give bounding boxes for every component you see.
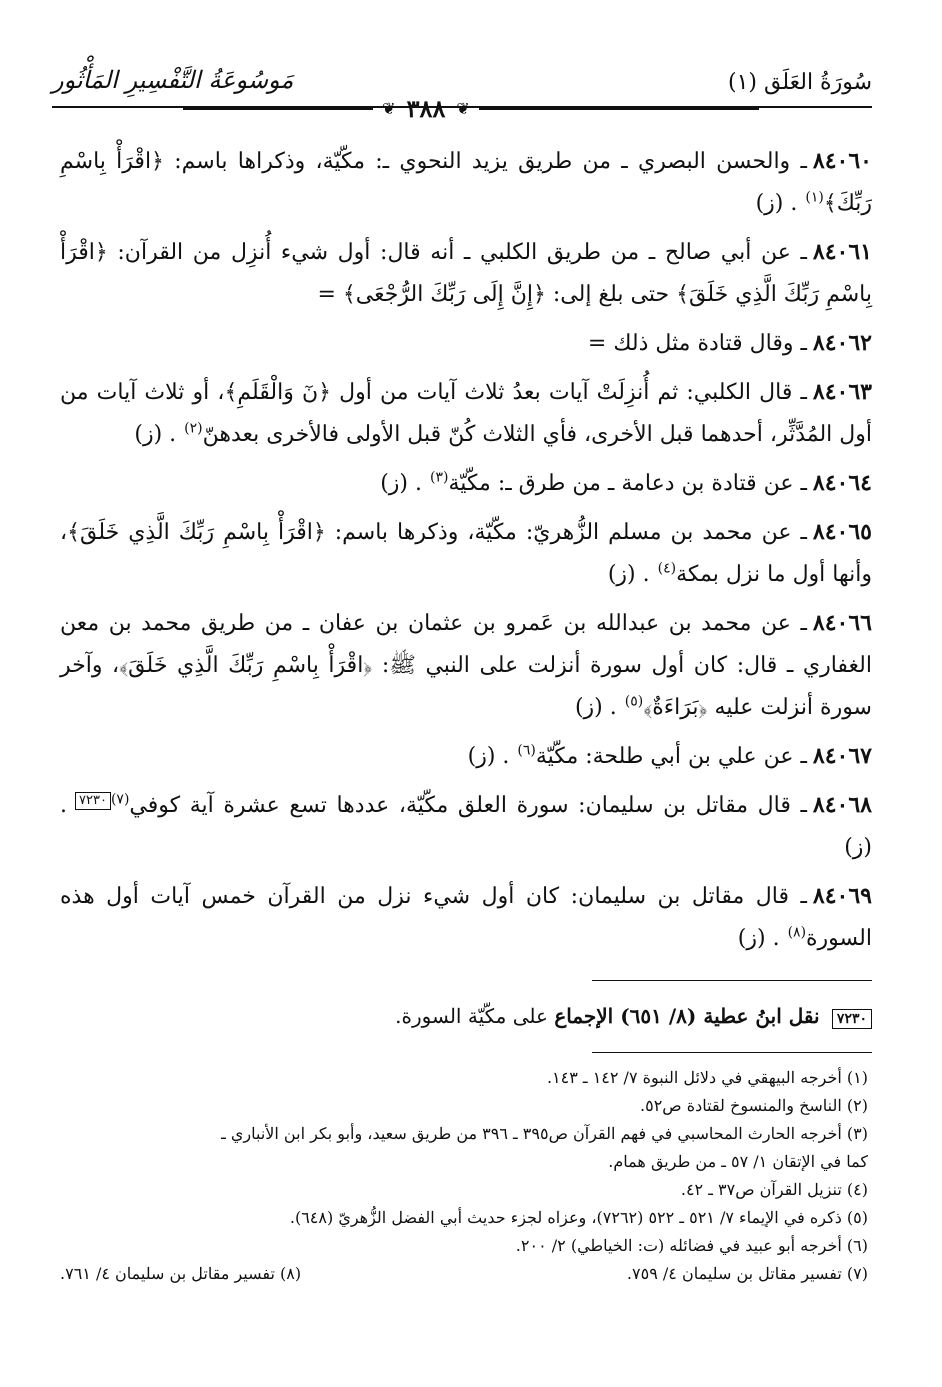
entry-number: ٨٤٠٦٠ xyxy=(812,148,872,174)
entry-text: ـ وقال قتادة مثل ذلك = xyxy=(587,331,807,356)
ornament-line-right xyxy=(479,108,759,110)
editor-note xyxy=(60,1000,872,1032)
entry-number: ٨٤٠٦٧ xyxy=(812,743,872,769)
entry-number: ٨٤٠٦٣ xyxy=(812,379,872,405)
footnote-line: (٥) ذكره في الإيماء ٧/ ٥٢١ ـ ٥٢٢ (٧٢٦٢)، وعزاه لجزء حديث أبي الفضل الزُّهريّ (٦٤٨). xyxy=(289,1208,868,1227)
entry-tail: . (ز) xyxy=(60,793,872,860)
entry-text: ـ عن محمد بن عبدالله بن عَمرو بن عثمان بن عفان ـ من طريق محمد بن معن الغفاري ـ قال: كان أول سورة أنزلت على النبي ﷺ: ﴿اقْرَأْ بِاسْمِ رَبِّكَ الَّذِي خَلَقَ﴾، وآخر سورة أنزلت عليه ﴿بَرَاءَةٌ﴾ xyxy=(60,611,872,720)
footnote-marker: (٥) xyxy=(624,693,644,710)
entry-number: ٨٤٠٦١ xyxy=(812,239,872,265)
entry-tail: . (ز) xyxy=(467,744,510,769)
page-number-bar xyxy=(0,94,942,123)
entry-text: ـ عن قتادة بن دعامة ـ من طرق ـ: مكّيّة xyxy=(448,471,807,496)
entry xyxy=(60,784,872,869)
entry-tail: . (ز) xyxy=(574,695,617,720)
footnote-marker: (٤) xyxy=(657,560,677,577)
entry-number: ٨٤٠٦٨ xyxy=(812,792,872,818)
note-ref-badge: ٧٢٣٠ xyxy=(832,1009,872,1029)
entry xyxy=(60,735,872,778)
footnote-separator xyxy=(592,1052,872,1053)
footnote-marker: (٢) xyxy=(184,420,203,437)
entry-tail: . (ز) xyxy=(755,191,798,216)
entry-tail: . (ز) xyxy=(607,562,650,587)
entry xyxy=(60,322,872,365)
entry xyxy=(60,231,872,316)
entry xyxy=(60,462,872,505)
ornament-line-left xyxy=(183,108,373,110)
book-title: مَوسُوعَةُ التَّفْسِيرِ المَأْثُور xyxy=(52,66,294,94)
entry-number: ٨٤٠٦٢ xyxy=(812,330,872,356)
entry xyxy=(60,602,872,729)
footnote-marker: (٦) xyxy=(517,742,536,759)
entry-tail: . (ز) xyxy=(737,926,780,951)
entry-text: ـ قال الكلبي: ثم أُنزِلَتْ آيات بعدُ ثلاث آيات من أول ﴿نٓ وَالْقَلَمِ﴾، أو ثلاث آيات من أول المُدَّثِّر، أحدهما قبل الأخرى، فأي الثلاث كُنّ قبل الأولى فالأخرى بعدهنّ xyxy=(60,380,872,447)
note-ref-badge: ٧٢٣٠ xyxy=(75,792,111,810)
surah-title: سُورَةُ العَلَق (١) xyxy=(728,70,872,95)
entry xyxy=(60,511,872,596)
entry-text: ـ قال مقاتل بن سليمان: كان أول شيء نزل من القرآن خمس آيات أول هذه السورة xyxy=(60,884,872,951)
entries-list xyxy=(60,140,872,966)
entry-number: ٨٤٠٦٥ xyxy=(812,519,872,545)
ornament-icon: ❦ xyxy=(456,99,470,118)
entry-tail: . (ز) xyxy=(380,471,422,496)
entry-number: ٨٤٠٦٦ xyxy=(812,610,872,636)
footnote-marker: (١) xyxy=(805,189,824,206)
entry-number: ٨٤٠٦٩ xyxy=(812,883,872,909)
entry-text: ـ والحسن البصري ـ من طريق يزيد النحوي ـ: مكّيّة، وذكراها باسم: ﴿اقْرَأْ بِاسْمِ رَبِّكَ﴾ xyxy=(60,149,872,216)
footnote-line: (٦) أخرجه أبو عبيد في فضائله (ت: الخياطي) ٢/ ٢٠٠. xyxy=(515,1236,868,1255)
entry-text: ـ عن علي بن أبي طلحة: مكّيّة xyxy=(535,744,807,769)
footnote-marker: (٣) xyxy=(430,469,449,486)
note-lead: نقل ابنُ عطية (٨/ ٦٥١) الإجماع xyxy=(554,1004,820,1028)
entry xyxy=(60,140,872,225)
ornament-icon: ❦ xyxy=(382,99,396,118)
footnote-7: (٧) تفسير مقاتل بن سليمان ٤/ ٧٥٩. xyxy=(626,1264,868,1283)
note-text: على مكّيّة السورة. xyxy=(395,1004,548,1028)
entry-text: ـ عن محمد بن مسلم الزُّهريّ: مكّيّة، وذكرها باسم: ﴿اقْرَأْ بِاسْمِ رَبِّكَ الَّذِي خَلَقَ﴾، وأنها أول ما نزل بمكة xyxy=(60,520,872,587)
page-number: ٣٨٨ xyxy=(406,94,446,123)
footnote-marker: (٧) xyxy=(110,791,130,808)
footnote-line: (١) أخرجه البيهقي في دلائل النبوة ٧/ ١٤٢ ـ ١٤٣. xyxy=(546,1068,868,1087)
footnote-marker: (٨) xyxy=(787,924,807,941)
footnote-last-row xyxy=(60,1260,868,1288)
entry-tail: . (ز) xyxy=(134,422,177,447)
entry-text: ـ عن أبي صالح ـ من طريق الكلبي ـ أنه قال: أول شيء أُنزِل من القرآن: ﴿اقْرَأْ بِاسْمِ رَبِّكَ الَّذِي خَلَقَ﴾ حتى بلغ إلى: ﴿إِنَّ إِلَى رَبِّكَ الرُّجْعَى﴾ = xyxy=(60,240,872,307)
footnote-line: كما في الإتقان ١/ ٥٧ ـ من طريق همام. xyxy=(608,1152,868,1171)
footnote-line: (٤) تنزيل القرآن ص٣٧ ـ ٤٢. xyxy=(680,1180,868,1199)
footnote-line: (٢) الناسخ والمنسوخ لقتادة ص٥٢. xyxy=(640,1096,868,1115)
entry-text: ـ قال مقاتل بن سليمان: سورة العلق مكّيّة، عددها تسع عشرة آية كوفي xyxy=(129,793,807,818)
entry xyxy=(60,371,872,456)
entry-number: ٨٤٠٦٤ xyxy=(812,470,872,496)
note-separator xyxy=(592,980,872,981)
entry xyxy=(60,875,872,960)
footnote-8: (٨) تفسير مقاتل بن سليمان ٤/ ٧٦١. xyxy=(60,1264,302,1283)
footnotes xyxy=(60,1064,868,1288)
footnote-line: (٣) أخرجه الحارث المحاسبي في فهم القرآن ص٣٩٥ ـ ٣٩٦ من طريق سعيد، وأبو بكر ابن الأنباري ـ xyxy=(221,1124,868,1143)
